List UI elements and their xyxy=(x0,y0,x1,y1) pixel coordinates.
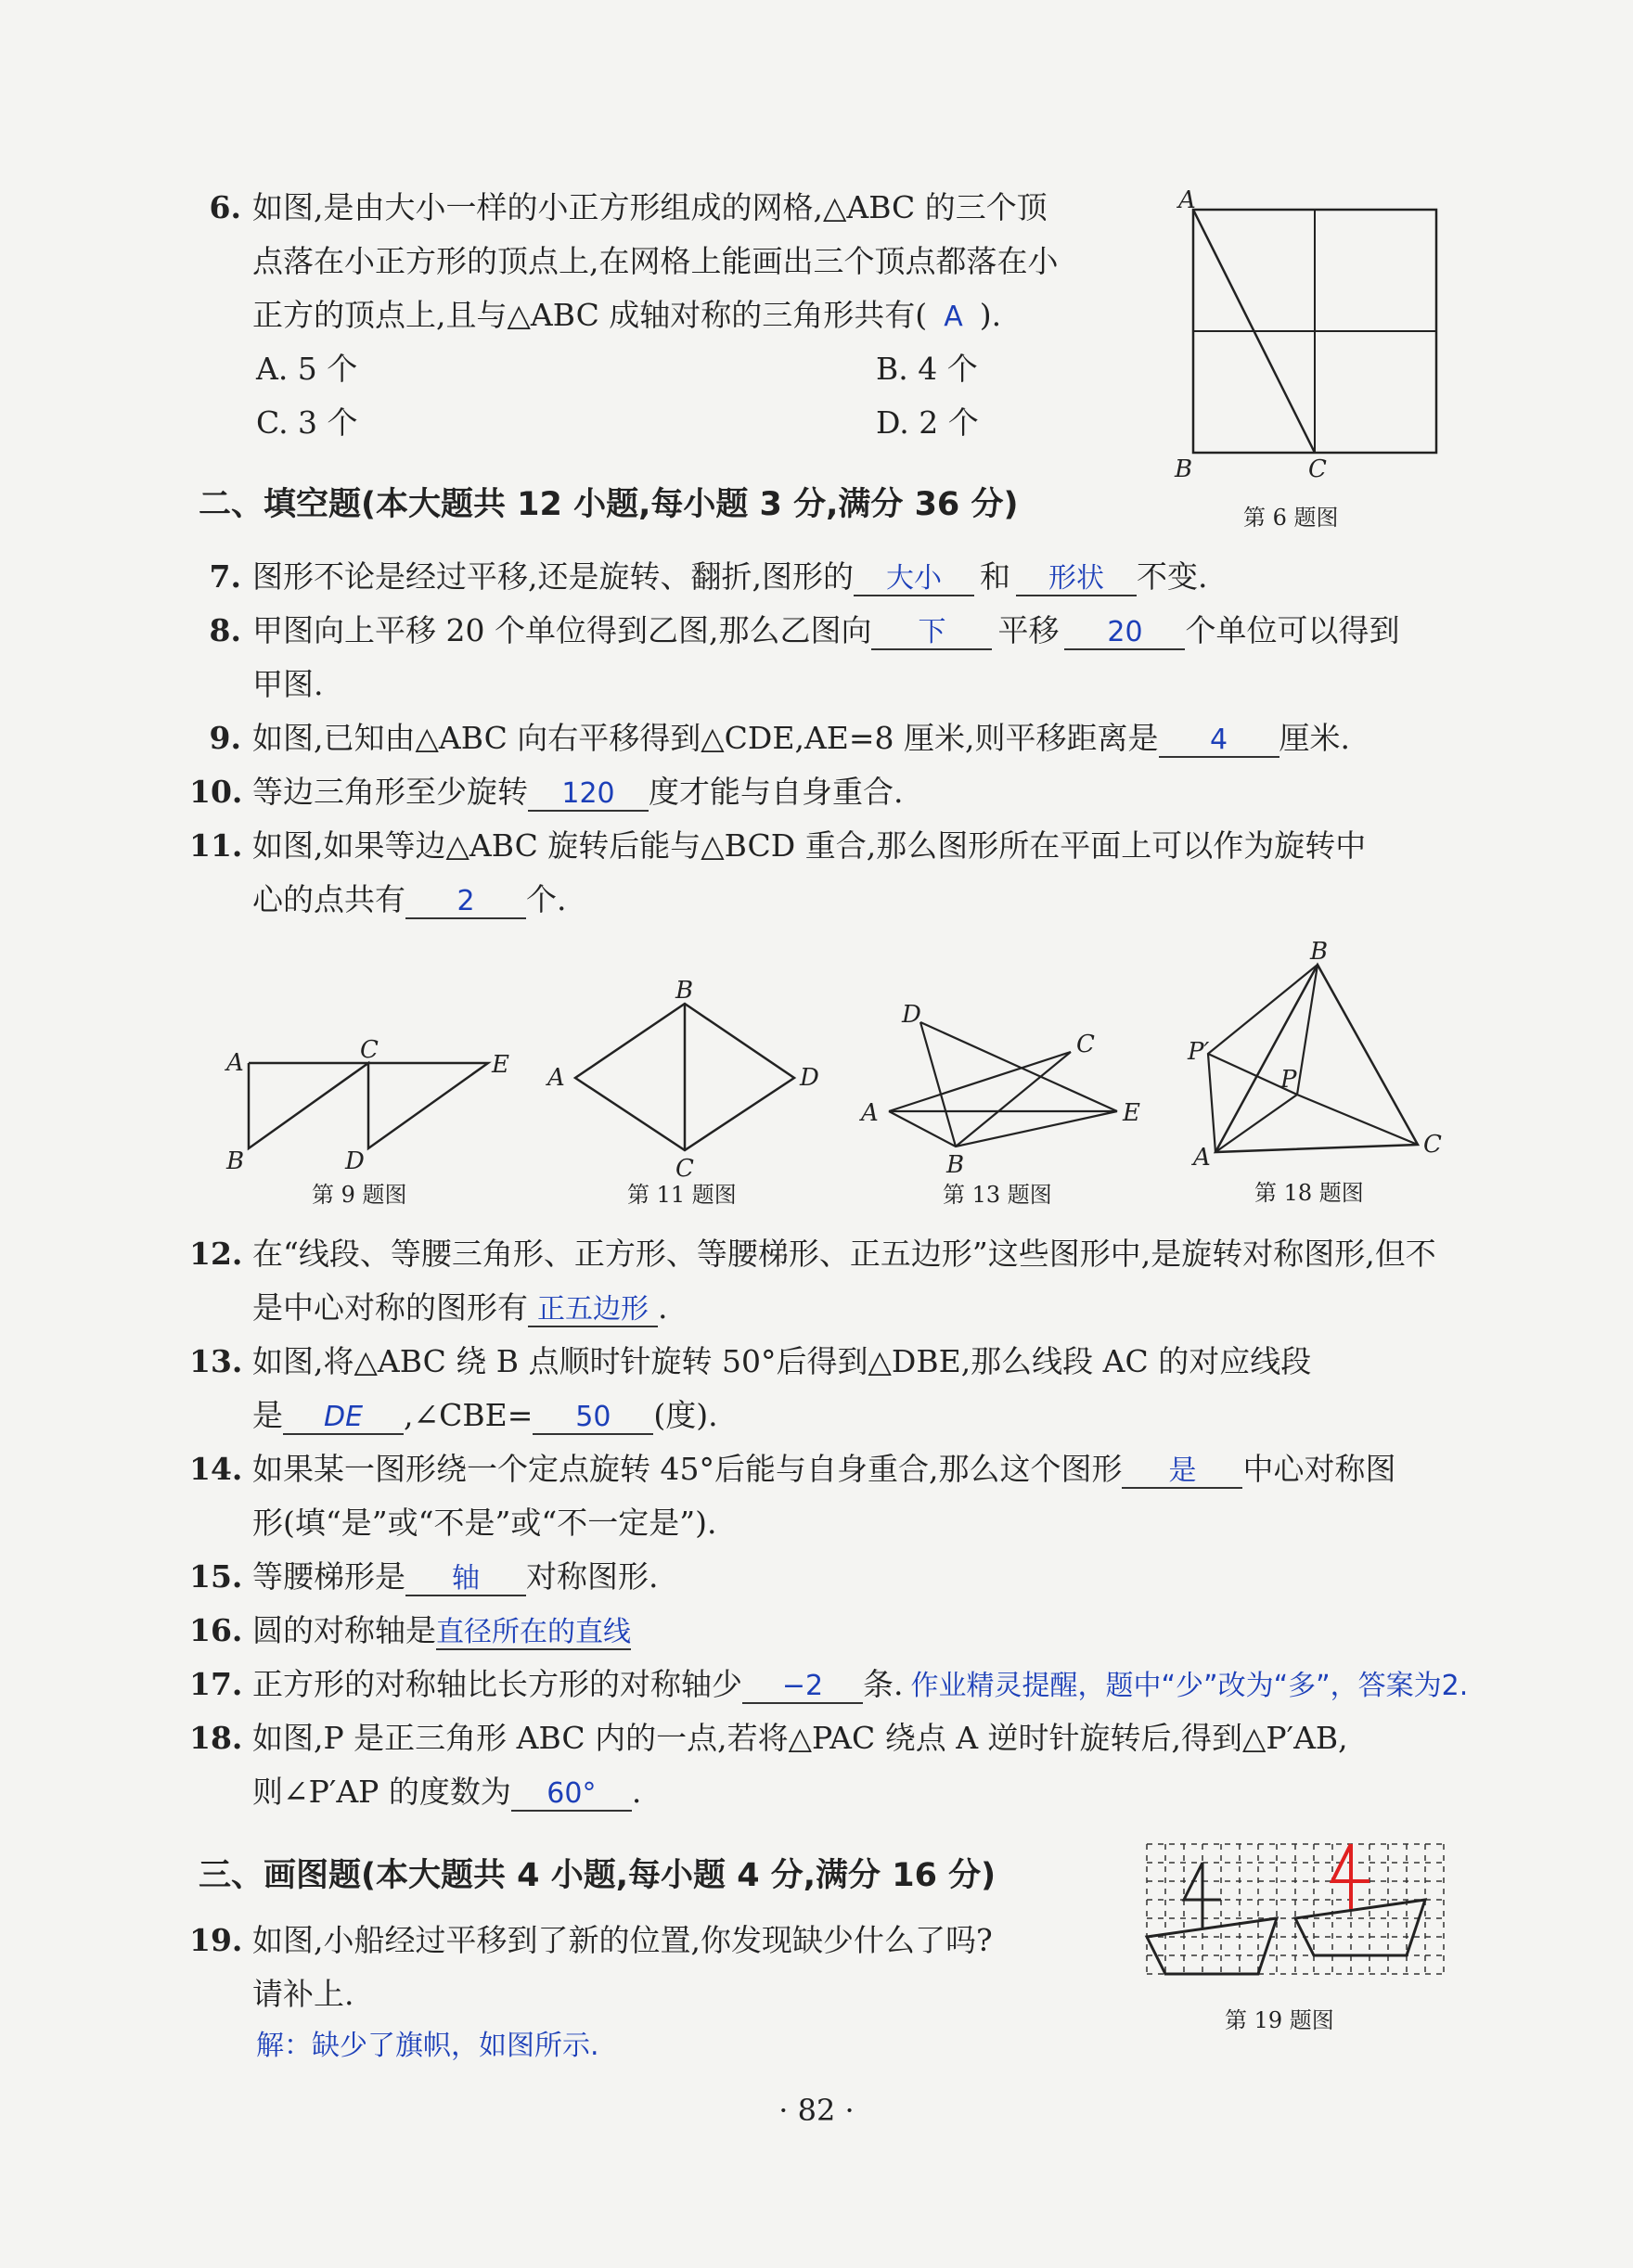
q19-number: 19. xyxy=(189,1922,243,1958)
q18-text2: 则∠P′AP 的度数为 xyxy=(252,1774,511,1810)
q14-text: 如果某一图形绕一个定点旋转 45°后能与自身重合,那么这个图形 xyxy=(252,1451,1123,1487)
q17-end: 条. xyxy=(863,1666,904,1702)
q18-end: . xyxy=(631,1774,642,1810)
q12-line2 xyxy=(252,1289,668,1327)
q15-blank xyxy=(405,1563,526,1596)
fig6-label-c: C xyxy=(1308,455,1327,482)
q16-answer: 直径所在的直线 xyxy=(436,1616,631,1648)
q13-mid: ,∠CBE= xyxy=(404,1397,534,1433)
q17-text: 正方形的对称轴比长方形的对称轴少 xyxy=(252,1666,742,1702)
q17 xyxy=(189,1666,1468,1705)
fig18-label-a: A xyxy=(1193,1144,1211,1172)
q15-text: 等腰梯形是 xyxy=(252,1558,405,1595)
fig6-grid xyxy=(1169,186,1447,482)
q7-mid: 和 xyxy=(979,558,1010,595)
fig13-side-ac xyxy=(889,1052,1071,1111)
q13-answer1: DE xyxy=(323,1401,364,1433)
fig6-caption: 第 6 题图 xyxy=(1243,505,1339,531)
q11-blank xyxy=(405,886,526,919)
q10-end: 度才能与自身重合. xyxy=(649,774,904,810)
fig13 xyxy=(854,994,1151,1180)
fig13-caption: 第 13 题图 xyxy=(943,1182,1052,1208)
fig13-label-b: B xyxy=(946,1151,965,1179)
q6-line3 xyxy=(252,297,1001,336)
q16-blank xyxy=(436,1617,631,1650)
fig9-label-b: B xyxy=(226,1147,245,1175)
q10-answer: 120 xyxy=(561,777,615,810)
q11-answer: 2 xyxy=(456,885,475,917)
fig13-label-d: D xyxy=(902,1001,921,1029)
q14-answer: 是 xyxy=(1168,1454,1197,1487)
q8-answer1: 下 xyxy=(918,616,946,648)
q12-text: 在“线段、等腰三角形、正方形、等腰梯形、正五边形”这些图形中,是旋转对称图形,但不 xyxy=(252,1236,1436,1272)
q7 xyxy=(189,558,1207,596)
q13 xyxy=(189,1343,1311,1380)
fig6-label-a: A xyxy=(1178,186,1196,214)
fig9 xyxy=(213,1030,529,1178)
q13-text2: 是 xyxy=(252,1397,283,1433)
q8-line2: 甲图. xyxy=(252,666,324,702)
q7-blank1 xyxy=(854,563,974,596)
q8-number: 8. xyxy=(209,612,241,648)
q8 xyxy=(189,612,1399,650)
q11-text2: 心的点共有 xyxy=(252,881,405,917)
q8-text: 甲图向上平移 20 个单位得到乙图,那么乙图向 xyxy=(252,612,872,648)
fig13-side-cb xyxy=(956,1052,1071,1147)
fig18-label-b: B xyxy=(1310,938,1329,966)
q14-blank xyxy=(1122,1455,1242,1489)
fig9-shape xyxy=(249,1063,488,1148)
q12-answer: 正五边形 xyxy=(537,1293,649,1326)
fig9-label-a: A xyxy=(226,1049,244,1077)
q6-option-c: C. 3 个 xyxy=(256,404,358,441)
q6-option-a: A. 5 个 xyxy=(256,351,358,387)
q6-line1 xyxy=(189,189,1048,226)
q15-answer: 轴 xyxy=(452,1562,480,1595)
q9-answer: 4 xyxy=(1209,724,1228,756)
q13-number: 13. xyxy=(189,1343,243,1379)
q17-blank xyxy=(742,1671,863,1704)
fig19-grid xyxy=(1138,1835,1453,1993)
q11 xyxy=(189,827,1366,865)
q17-note: 作业精灵提醒，题中“少”改为“多”，答案为2. xyxy=(910,1670,1469,1702)
q12-number: 12. xyxy=(189,1236,243,1272)
fig13-label-e: E xyxy=(1123,1099,1140,1127)
fig18-label-p-prime: P′ xyxy=(1188,1038,1210,1066)
q19 xyxy=(189,1922,993,1959)
q6-number: 6. xyxy=(209,189,241,225)
q13-blank1 xyxy=(283,1402,404,1435)
q7-number: 7. xyxy=(209,558,241,595)
q9 xyxy=(189,720,1350,758)
q18-answer: 60° xyxy=(546,1777,597,1810)
q13-text: 如图,将△ABC 绕 B 点顺时针旋转 50°后得到△DBE,那么线段 AC 的对应线段 xyxy=(252,1343,1312,1379)
fig19-boat-moved xyxy=(1295,1900,1425,1955)
q6-text3-end: ). xyxy=(979,297,1002,333)
q8-blank2 xyxy=(1064,617,1185,650)
q8-end: 个单位可以得到 xyxy=(1185,612,1400,648)
q14-end: 中心对称图 xyxy=(1242,1451,1396,1487)
q17-answer: −2 xyxy=(781,1670,824,1702)
q9-end: 厘米. xyxy=(1279,720,1351,756)
fig9-label-e: E xyxy=(492,1051,509,1079)
q16-number: 16. xyxy=(189,1612,243,1648)
q6-text3: 正方的顶点上,且与△ABC 成轴对称的三角形共有( xyxy=(252,297,928,333)
fig19-caption: 第 19 题图 xyxy=(1225,2007,1334,2033)
q11-end: 个. xyxy=(526,881,567,917)
q18 xyxy=(189,1720,1348,1757)
fig18-label-c: C xyxy=(1423,1131,1442,1159)
q16-text: 圆的对称轴是 xyxy=(252,1612,436,1648)
fig9-label-c: C xyxy=(360,1036,379,1064)
fig11-label-a: A xyxy=(547,1064,565,1092)
fig11 xyxy=(538,976,835,1180)
q12-end: . xyxy=(658,1289,668,1326)
q13-answer2: 50 xyxy=(575,1401,611,1433)
q10-blank xyxy=(528,778,649,812)
q9-text: 如图,已知由△ABC 向右平移得到△CDE,AE=8 厘米,则平移距离是 xyxy=(252,720,1159,756)
fig11-label-c: C xyxy=(675,1155,694,1180)
fig11-label-d: D xyxy=(800,1064,819,1092)
q11-line2 xyxy=(252,881,567,919)
q19-solution: 解：缺少了旗帜，如图所示. xyxy=(256,2030,599,2062)
q8-answer2: 20 xyxy=(1107,616,1143,648)
q7-text: 图形不论是经过平移,还是旋转、翻折,图形的 xyxy=(252,558,854,595)
q7-answer2: 形状 xyxy=(1048,562,1104,595)
q14-line2: 形(填“是”或“不是”或“不一定是”). xyxy=(252,1505,717,1541)
fig18-caption: 第 18 题图 xyxy=(1254,1180,1364,1206)
q8-blank1 xyxy=(871,617,992,650)
q7-end: 不变. xyxy=(1136,558,1208,595)
fig18-ap xyxy=(1215,1095,1297,1152)
fig13-label-c: C xyxy=(1076,1031,1095,1058)
q6-answer: A xyxy=(944,301,963,333)
q8-mid: 平移 xyxy=(997,612,1060,648)
q6-option-d: D. 2 个 xyxy=(876,404,979,441)
q13-blank2 xyxy=(533,1402,653,1435)
q18-text: 如图,P 是正三角形 ABC 内的一点,若将△PAC 绕点 A 逆时针旋转后,得到△P′AB, xyxy=(252,1720,1348,1756)
q9-number: 9. xyxy=(209,720,241,756)
page-number: · 82 · xyxy=(778,2093,855,2128)
fig13-label-a: A xyxy=(861,1099,879,1127)
q10-number: 10. xyxy=(189,774,243,810)
q16 xyxy=(189,1612,631,1650)
fig9-label-d: D xyxy=(345,1147,365,1175)
fig19-boat-original xyxy=(1147,1863,1277,1974)
q14 xyxy=(189,1451,1395,1489)
q12-text2: 是中心对称的图形有 xyxy=(252,1289,528,1326)
q18-blank xyxy=(511,1778,632,1812)
fig18-triangle-abc xyxy=(1215,965,1418,1152)
fig18-pc xyxy=(1297,1095,1418,1145)
q14-number: 14. xyxy=(189,1451,243,1487)
q12 xyxy=(189,1236,1436,1273)
fig18-label-p: P xyxy=(1280,1066,1297,1094)
fig11-caption: 第 11 题图 xyxy=(627,1182,737,1208)
q7-blank2 xyxy=(1016,563,1137,596)
q11-number: 11. xyxy=(189,827,243,864)
q15-end: 对称图形. xyxy=(526,1558,659,1595)
q19-line2: 请补上. xyxy=(252,1976,354,2012)
q15-number: 15. xyxy=(189,1558,243,1595)
q15 xyxy=(189,1558,659,1596)
section3-title: 三、画图题(本大题共 4 小题,每小题 4 分,满分 16 分) xyxy=(199,1857,997,1894)
q10 xyxy=(189,774,904,812)
q7-answer1: 大小 xyxy=(885,562,942,595)
fig9-caption: 第 9 题图 xyxy=(312,1182,407,1208)
section2-title: 二、填空题(本大题共 12 小题,每小题 3 分,满分 36 分) xyxy=(199,486,1019,523)
q12-blank xyxy=(528,1294,658,1327)
q17-number: 17. xyxy=(189,1666,243,1702)
q18-number: 18. xyxy=(189,1720,243,1756)
q6-text1: 如图,是由大小一样的小正方形组成的网格,△ABC 的三个顶 xyxy=(252,189,1048,225)
q13-line2 xyxy=(252,1397,718,1435)
q13-end: (度). xyxy=(653,1397,718,1433)
fig13-triangle-abc xyxy=(889,1111,1117,1147)
fig6-label-b: B xyxy=(1175,455,1193,482)
fig11-label-b: B xyxy=(675,977,694,1005)
q6-option-b: B. 4 个 xyxy=(876,351,978,387)
q10-text: 等边三角形至少旋转 xyxy=(252,774,528,810)
q6-line2: 点落在小正方形的顶点上,在网格上能画出三个顶点都落在小 xyxy=(252,243,1059,279)
q19-text: 如图,小船经过平移到了新的位置,你发现缺少什么了吗? xyxy=(252,1922,993,1958)
q18-line2 xyxy=(252,1774,641,1812)
q9-blank xyxy=(1159,724,1279,758)
fig13-side-db xyxy=(920,1022,956,1147)
q11-text: 如图,如果等边△ABC 旋转后能与△BCD 重合,那么图形所在平面上可以作为旋转中 xyxy=(252,827,1367,864)
fig18 xyxy=(1178,937,1457,1178)
